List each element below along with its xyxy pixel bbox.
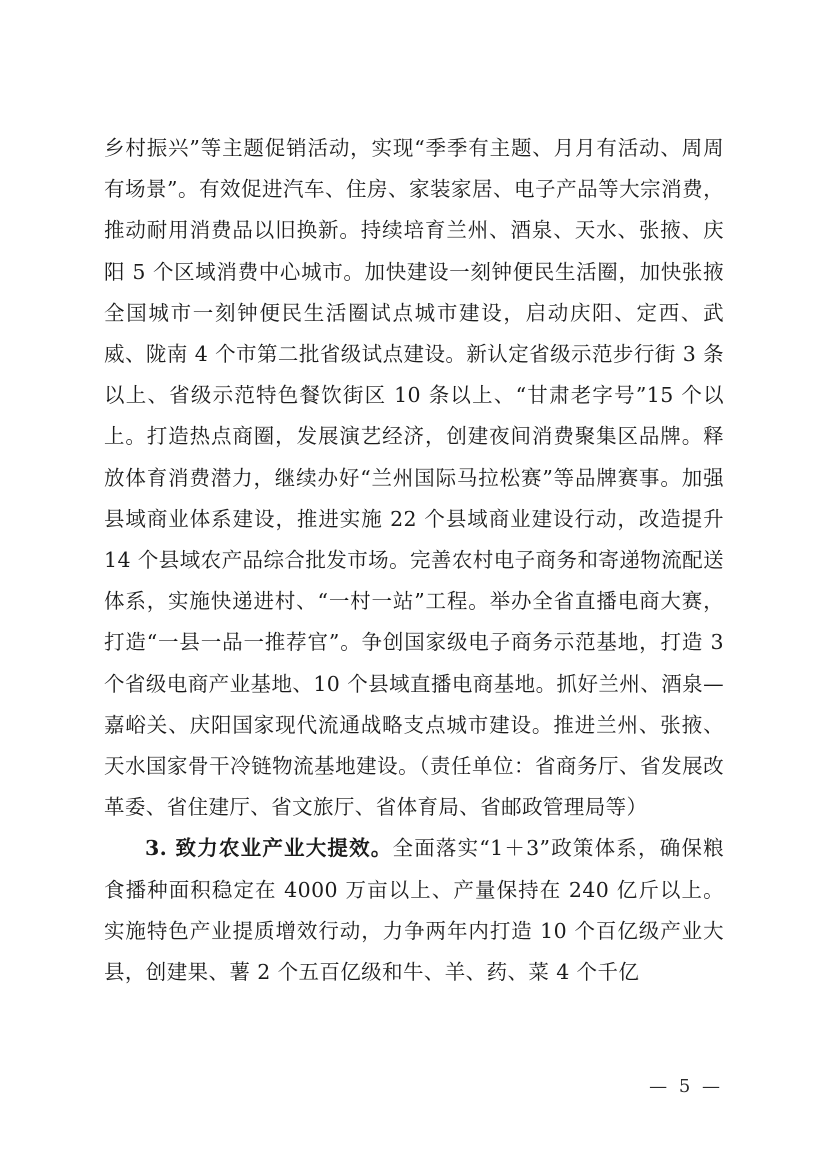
paragraph-continuation: 乡村振兴”等主题促销活动，实现“季季有主题、月月有活动、周周有场景”。有效促进汽车、住房、家装家居、电子产品等大宗消费，推动耐用消费品以旧换新。持续培育兰州、酒泉、天水、张掖、庆阳 5 个区域消费中心城市。加快建设一刻钟便民生活圈，加快张掖全国城市一刻钟便民生活圈试点城市建设，启动庆阳、定西、武威、陇南 4 个市第二批省级试点建设。新认定省级示范步行街 3 条以上、省级示范特色餐饮街区 10 条以上、“甘肃老字号”15 个以上。打造热点商圈，发展演艺经济，创建夜间消费聚集区品牌。释放体育消费潜力，继续办好“兰州国际马拉松赛”等品牌赛事。加强县域商业体系建设，推进实施 22 个县域商业建设行动，改造提升 14 个县域农产品综合批发市场。完善农村电子商务和寄递物流配送体系，实施快递进村、“一村一站”工程。举办全省直播电商大赛，打造“一县一品一推荐官”。争创国家级电子商务示范基地，打造 3 个省级电商产业基地、10 个县域直播电商基地。抓好兰州、酒泉—嘉峪关、庆阳国家现代流通战略支点城市建设。推进兰州、张掖、天水国家骨干冷链物流基地建设。（责任单位：省商务厅、省发展改革委、省住建厅、省文旅厅、省体育局、省邮政管理局等） (104, 136, 724, 820)
page-number: — 5 — (649, 1076, 723, 1097)
paragraph-item-3 (104, 828, 724, 993)
paragraph-item-3-heading: 3. 致力农业产业大提效。 (145, 836, 393, 861)
paragraph-item-3-body: 全面落实“1＋3”政策体系，确保粮食播种面积稳定在 4000 万亩以上、产量保持在 240 亿斤以上。实施特色产业提质增效行动，力争两年内打造 10 个百亿级产业大县，创建果、薯 2 个五百亿级和牛、羊、药、菜 4 个千亿 (104, 836, 724, 985)
page-body (104, 128, 724, 993)
